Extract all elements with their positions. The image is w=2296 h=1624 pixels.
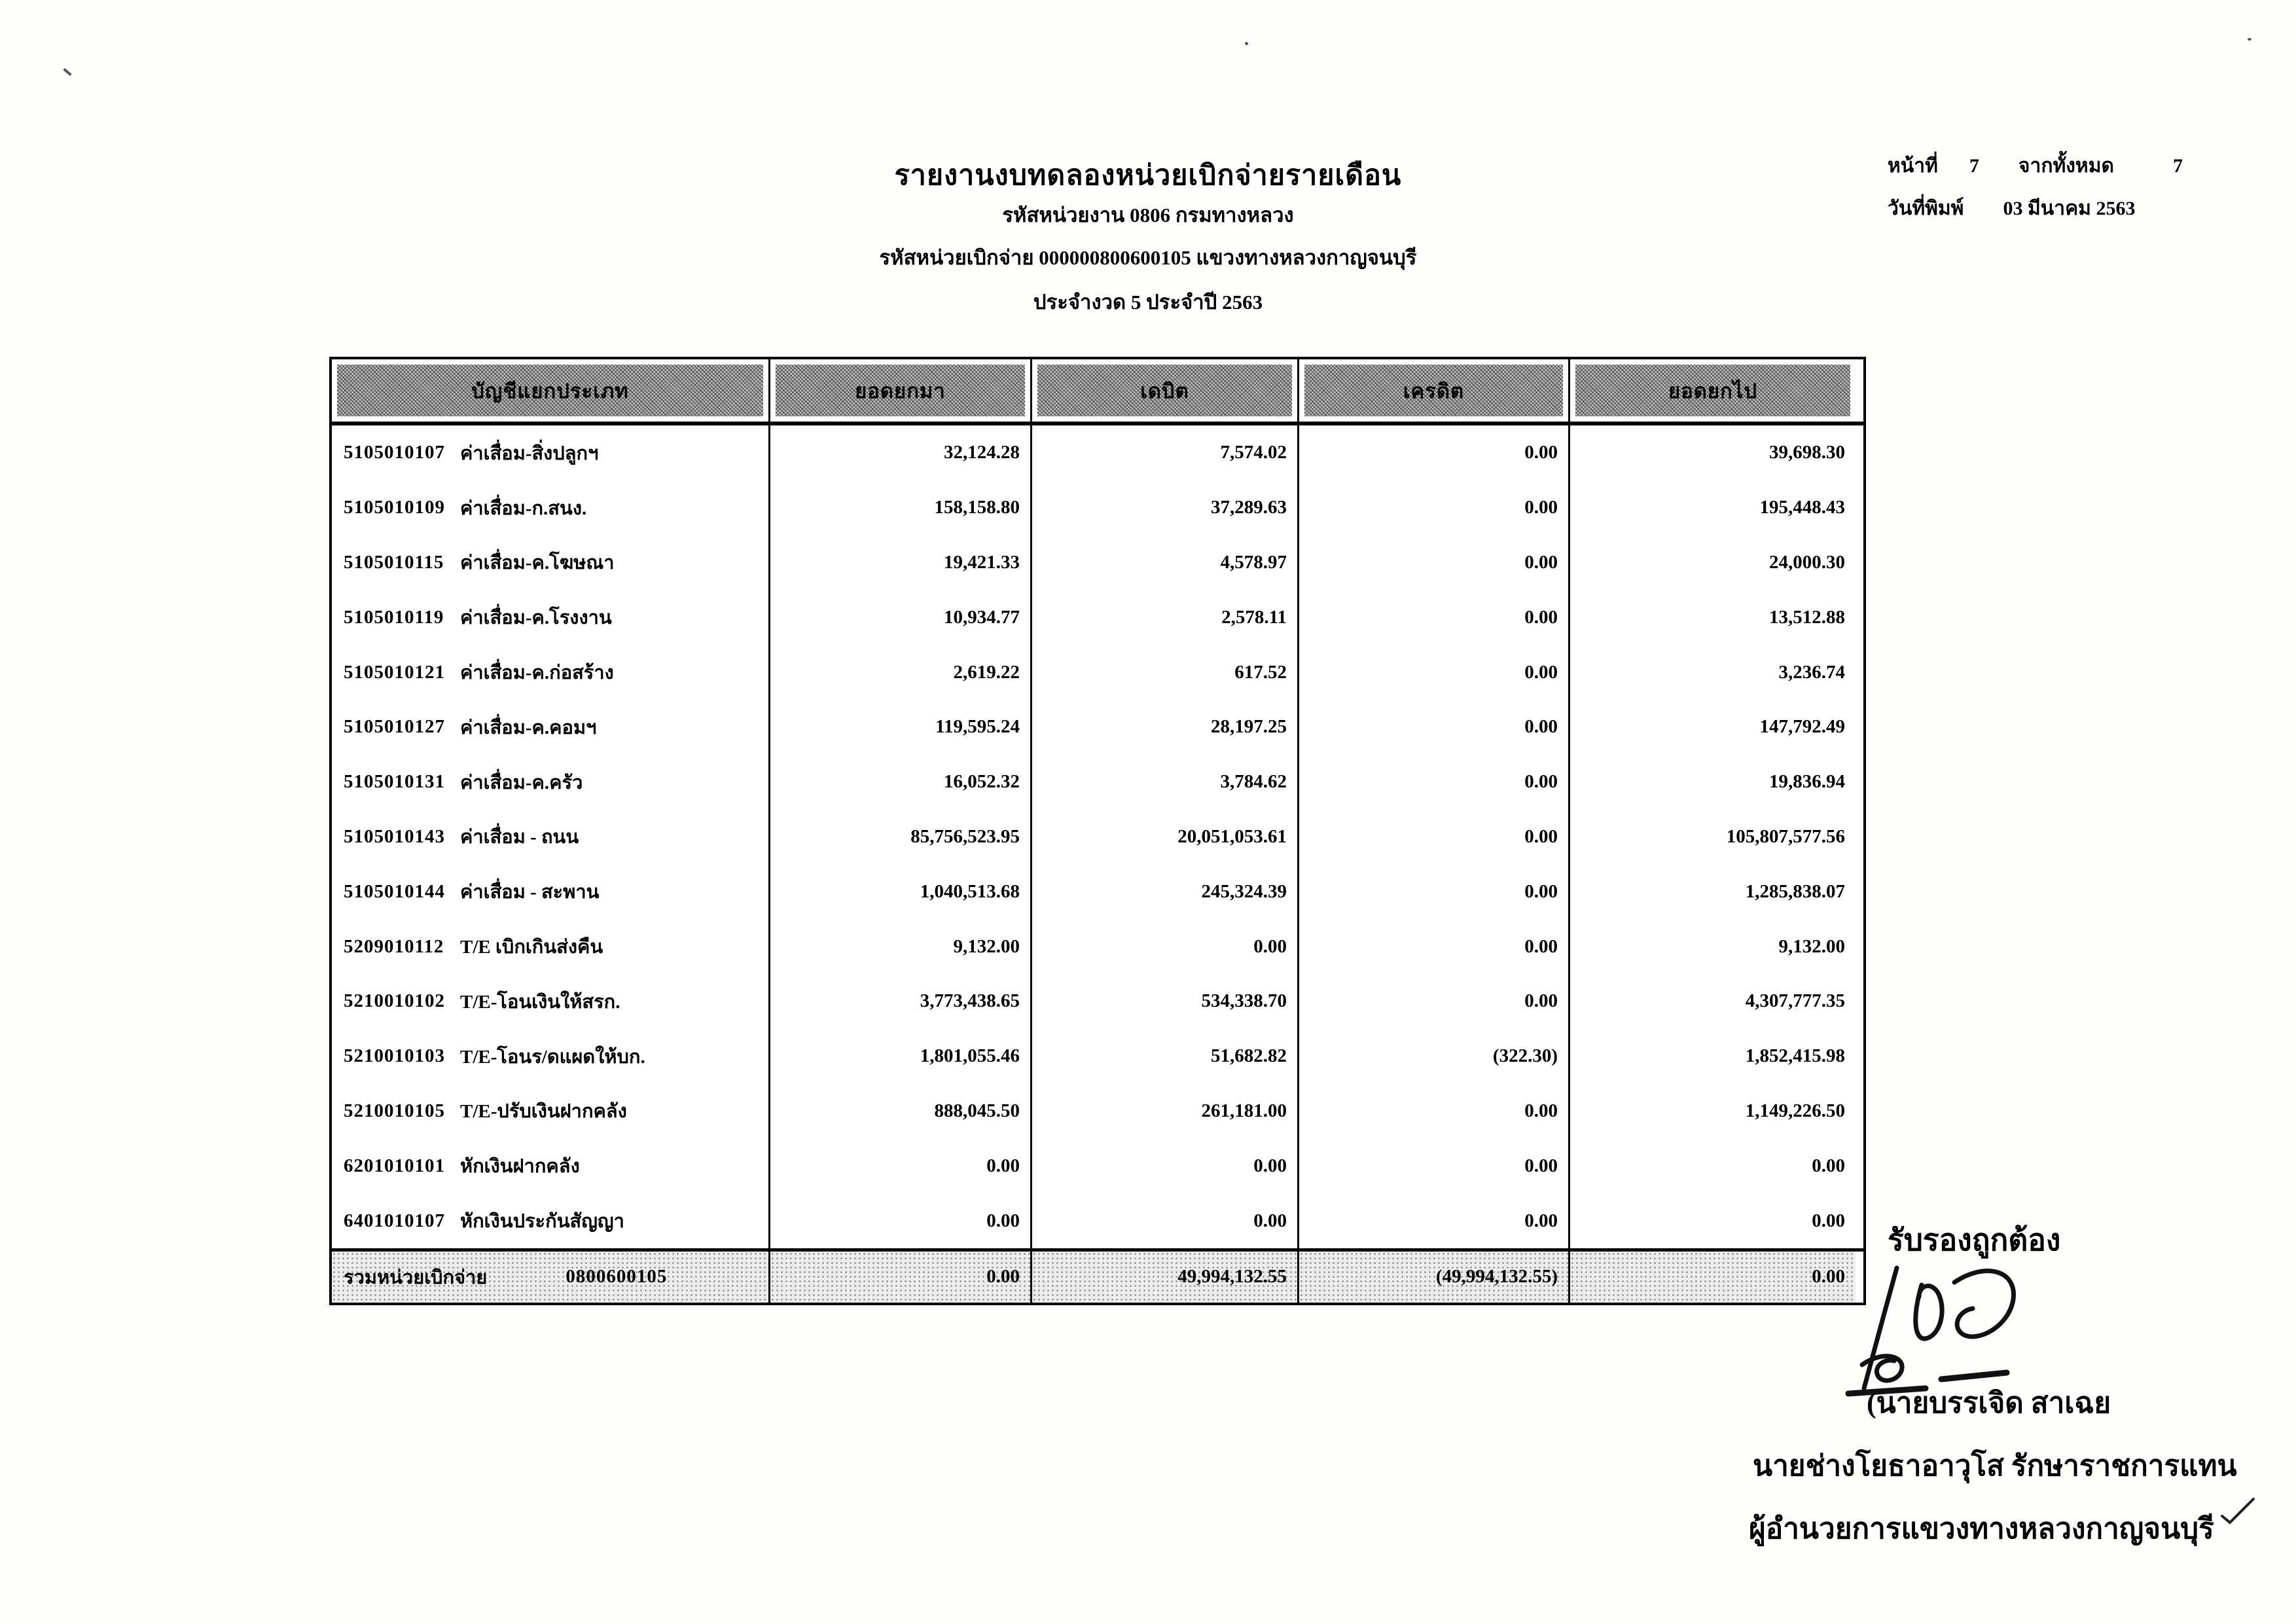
page-number-row <box>1888 151 2183 181</box>
table-row <box>332 974 1863 1029</box>
print-date-row <box>1888 193 2183 224</box>
account-code: 5210010103 <box>344 1045 445 1067</box>
cell-debit: 28,197.25 <box>1032 700 1299 755</box>
account-name: หักเงินฝากคลัง <box>460 1156 580 1178</box>
cell-account <box>332 590 770 645</box>
account-name: T/E-โอนร/ดแผดให้บก. <box>460 1046 645 1068</box>
cell-credit: 0.00 <box>1299 755 1570 810</box>
cell-account <box>332 700 770 755</box>
cell-debit: 7,574.02 <box>1032 425 1299 480</box>
table-row <box>332 590 1863 645</box>
account-code: 5105010115 <box>344 551 444 573</box>
cell-carried-forward: 1,285,838.07 <box>1745 880 1845 902</box>
account-code: 5105010131 <box>344 771 445 793</box>
cell-carried-forward: 1,149,226.50 <box>1745 1100 1845 1121</box>
cell-brought-forward: 2,619.22 <box>770 645 1032 700</box>
col-header-debit-label: เดบิต <box>1037 365 1292 416</box>
total-pages-label: จากทั้งหมด <box>2018 155 2114 177</box>
print-date: 03 มีนาคม 2563 <box>2003 198 2136 219</box>
cell-carried-forward: 19,836.94 <box>1769 771 1845 793</box>
trial-balance-table <box>329 357 1866 1305</box>
cell-brought-forward: 888,045.50 <box>770 1084 1032 1139</box>
account-code: 5210010105 <box>344 1100 445 1121</box>
cell-brought-forward: 1,801,055.46 <box>770 1029 1032 1084</box>
cell-debit: 3,784.62 <box>1032 755 1299 810</box>
total-unit-code: 0800600105 <box>565 1266 668 1288</box>
table-row <box>332 919 1863 974</box>
cell-brought-forward: 0.00 <box>770 1193 1032 1248</box>
table-row <box>332 755 1863 810</box>
cell-credit: 0.00 <box>1299 425 1570 480</box>
cell-credit: 0.00 <box>1299 590 1570 645</box>
cell-carried-forward: 147,792.49 <box>1759 716 1845 738</box>
account-code: 5210010102 <box>344 990 445 1012</box>
cell-brought-forward: 3,773,438.65 <box>770 974 1032 1029</box>
report-title: รายงานงบทดลองหน่วยเบิกจ่ายรายเดือน <box>894 160 1402 191</box>
table-header-row <box>332 359 1863 425</box>
account-code: 5209010112 <box>344 935 444 957</box>
total-carried-forward: 0.00 <box>1570 1252 1856 1303</box>
table-row <box>332 535 1863 590</box>
cell-credit: 0.00 <box>1299 535 1570 590</box>
table-body <box>332 425 1863 1248</box>
cell-carried-forward: 0.00 <box>1812 1210 1845 1231</box>
table-row <box>332 810 1863 865</box>
cell-account <box>332 1084 770 1139</box>
col-header-account <box>332 359 770 422</box>
cell-debit: 0.00 <box>1032 1138 1299 1193</box>
account-code: 5105010119 <box>344 606 444 628</box>
cell-account <box>332 755 770 810</box>
cell-debit: 617.52 <box>1032 645 1299 700</box>
col-header-credit <box>1299 359 1570 422</box>
cell-carried-forward: 1,852,415.98 <box>1745 1045 1845 1067</box>
account-code: 5105010143 <box>344 825 445 847</box>
agency-line: รหัสหน่วยงาน 0806 กรมทางหลวง <box>1002 204 1294 226</box>
cell-brought-forward: 10,934.77 <box>770 590 1032 645</box>
cell-brought-forward: 1,040,513.68 <box>770 864 1032 919</box>
table-row <box>332 1084 1863 1139</box>
account-code: 5105010144 <box>344 880 445 902</box>
handwritten-tick-icon <box>2218 1496 2257 1525</box>
account-code: 6401010107 <box>344 1210 445 1231</box>
cell-debit: 261,181.00 <box>1032 1084 1299 1139</box>
col-header-account-label: บัญชีแยกประเภท <box>337 365 763 416</box>
cell-debit: 51,682.82 <box>1032 1029 1299 1084</box>
total-debit: 49,994,132.55 <box>1032 1252 1299 1303</box>
account-code: 5105010121 <box>344 661 445 683</box>
cell-account <box>332 535 770 590</box>
cell-account <box>332 1138 770 1193</box>
table-row <box>332 864 1863 919</box>
cell-credit: 0.00 <box>1299 810 1570 865</box>
cell-brought-forward: 158,158.80 <box>770 480 1032 535</box>
account-code: 6201010101 <box>344 1155 445 1176</box>
cell-debit: 534,338.70 <box>1032 974 1299 1029</box>
cell-account <box>332 645 770 700</box>
cell-carried-forward: 9,132.00 <box>1778 935 1845 957</box>
cell-credit: 0.00 <box>1299 645 1570 700</box>
cell-debit: 245,324.39 <box>1032 864 1299 919</box>
table-row <box>332 1138 1863 1193</box>
account-name: ค่าเสื่อม-ก.สนง. <box>460 497 587 519</box>
cell-debit: 0.00 <box>1032 1193 1299 1248</box>
cell-brought-forward: 32,124.28 <box>770 425 1032 480</box>
cell-credit: 0.00 <box>1299 919 1570 974</box>
account-name: ค่าเสื่อม-ค.คอมฯ <box>460 717 597 738</box>
account-name: T/E-ปรับเงินฝากคลัง <box>460 1101 627 1123</box>
cell-carried-forward: 13,512.88 <box>1769 606 1845 628</box>
page-number: 7 <box>1969 155 1979 177</box>
cell-debit: 20,051,053.61 <box>1032 810 1299 865</box>
signer-position-line2-text: ผู้อำนวยการแขวงทางหลวงกาญจนบุรี <box>1749 1513 2214 1545</box>
account-name: ค่าเสื่อม-ค.โรงงาน <box>460 607 612 629</box>
cell-account <box>332 425 770 480</box>
cell-credit: 0.00 <box>1299 1193 1570 1248</box>
account-name: ค่าเสื่อม-ค.โฆษณา <box>460 552 615 574</box>
cell-credit: 0.00 <box>1299 700 1570 755</box>
cell-account <box>332 1029 770 1084</box>
cell-credit: 0.00 <box>1299 974 1570 1029</box>
table-total-row <box>332 1248 1863 1303</box>
total-credit: (49,994,132.55) <box>1299 1252 1570 1303</box>
cell-account <box>332 974 770 1029</box>
cell-credit: 0.00 <box>1299 1138 1570 1193</box>
cell-credit: 0.00 <box>1299 864 1570 919</box>
account-name: ค่าเสื่อม - ถนน <box>460 827 579 848</box>
cell-carried-forward: 195,448.43 <box>1759 497 1845 518</box>
total-label-cell <box>332 1252 770 1303</box>
cell-debit: 37,289.63 <box>1032 480 1299 535</box>
disbursement-unit-line: รหัสหน่วยเบิกจ่าย 000000800600105 แขวงทางหลวงกาญจนบุรี <box>879 246 1417 269</box>
cell-carried-forward: 4,307,777.35 <box>1745 990 1845 1012</box>
cell-carried-forward: 39,698.30 <box>1769 442 1845 463</box>
col-header-brought-forward-label: ยอดยกมา <box>776 365 1025 416</box>
cell-brought-forward: 9,132.00 <box>770 919 1032 974</box>
col-header-carried-forward-label: ยอดยกไป <box>1575 365 1850 416</box>
total-label: รวมหน่วยเบิกจ่าย <box>344 1267 488 1288</box>
cell-brought-forward: 16,052.32 <box>770 755 1032 810</box>
account-name: หักเงินประกันสัญญา <box>460 1211 624 1233</box>
cell-carried-forward: 0.00 <box>1812 1155 1845 1176</box>
cell-carried-forward: 3,236.74 <box>1778 661 1845 683</box>
scan-speck <box>2248 38 2251 41</box>
account-name: T/E-โอนเงินให้สรก. <box>460 991 620 1013</box>
print-date-label: วันที่พิมพ์ <box>1888 198 1964 219</box>
cell-account <box>332 810 770 865</box>
cell-credit: (322.30) <box>1299 1029 1570 1084</box>
page-label: หน้าที่ <box>1888 155 1938 177</box>
cell-account <box>332 480 770 535</box>
cell-debit: 2,578.11 <box>1032 590 1299 645</box>
account-name: T/E เบิกเกินส่งคืน <box>460 937 603 958</box>
account-code: 5105010127 <box>344 716 445 738</box>
table-row <box>332 480 1863 535</box>
cell-debit: 0.00 <box>1032 919 1299 974</box>
table-row <box>332 700 1863 755</box>
col-header-credit-label: เครดิต <box>1304 365 1563 416</box>
account-name: ค่าเสื่อม-สิ่งปลูกฯ <box>460 442 599 464</box>
cell-debit: 4,578.97 <box>1032 535 1299 590</box>
cell-brought-forward: 0.00 <box>770 1138 1032 1193</box>
table-row <box>332 645 1863 700</box>
col-header-debit <box>1032 359 1299 422</box>
account-code: 5105010109 <box>344 497 445 518</box>
scan-speck <box>1245 42 1248 45</box>
table-row <box>332 1029 1863 1084</box>
col-header-carried-forward <box>1570 359 1856 422</box>
account-name: ค่าเสื่อม - สะพาน <box>460 882 600 903</box>
signer-position-line2 <box>1749 1506 2257 1551</box>
cell-credit: 0.00 <box>1299 480 1570 535</box>
account-name: ค่าเสื่อม-ค.ครัว <box>460 772 583 793</box>
col-header-brought-forward <box>770 359 1032 422</box>
period-line: ประจำงวด 5 ประจำปี 2563 <box>1033 291 1263 314</box>
cell-account <box>332 864 770 919</box>
signer-name: (นายบรรเจิด สาเฉย <box>1867 1387 2111 1419</box>
cell-brought-forward: 119,595.24 <box>770 700 1032 755</box>
cell-account <box>332 1193 770 1248</box>
certified-correct-label: รับรองถูกต้อง <box>1888 1223 2061 1257</box>
account-code: 5105010107 <box>344 442 445 463</box>
account-name: ค่าเสื่อม-ค.ก่อสร้าง <box>460 662 614 684</box>
cell-credit: 0.00 <box>1299 1084 1570 1139</box>
cell-brought-forward: 85,756,523.95 <box>770 810 1032 865</box>
table-row <box>332 425 1863 480</box>
cell-carried-forward: 24,000.30 <box>1769 551 1845 573</box>
cell-carried-forward: 105,807,577.56 <box>1726 825 1845 847</box>
page-info <box>1888 151 2183 236</box>
total-pages: 7 <box>2172 155 2183 177</box>
total-brought-forward: 0.00 <box>770 1252 1032 1303</box>
scan-speck <box>63 68 71 76</box>
cell-account <box>332 919 770 974</box>
table-row <box>332 1193 1863 1248</box>
cell-brought-forward: 19,421.33 <box>770 535 1032 590</box>
signer-position-line1: นายช่างโยธาอาวุโส รักษาราชการแทน <box>1753 1450 2237 1482</box>
